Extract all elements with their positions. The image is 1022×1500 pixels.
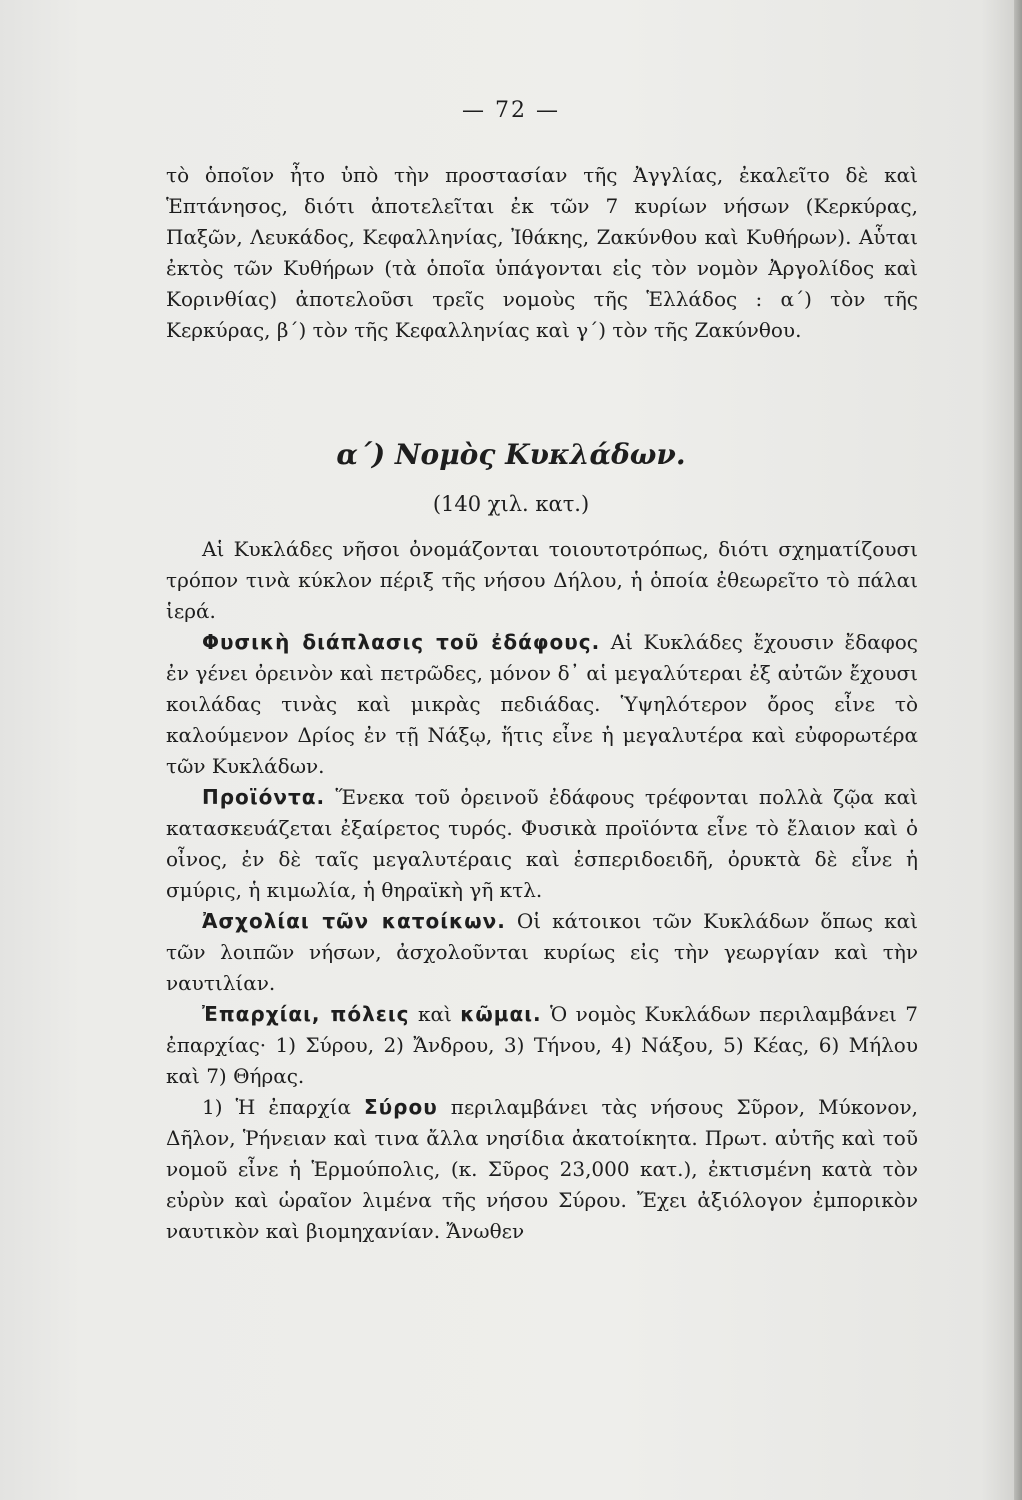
paragraph-heading: Ἐπαρχίαι, πόλεις <box>202 1002 410 1026</box>
paragraph-heading: Ἀσχολίαι τῶν κατοίκων. <box>202 909 506 933</box>
paragraph-heading: Προϊόντα. <box>202 785 326 809</box>
paragraph-text: Αἱ Κυκλάδες ἔχουσιν ἔδαφος ἐν γένει ὀρεινὸν καὶ πετρῶδες, μόνον δ᾽ αἱ μεγαλύτεραι ἐξ αὐτῶν ἔχουσι κοιλάδας τινὰς καὶ μικρὰς πεδιάδας. Ὑψηλότερον ὄρος εἶνε τὸ καλούμενον Δρίος ἐν τῇ Νάξῳ, ἥτις εἶνε ἡ μεγαλυτέρα καὶ εὐφορωτέρα τῶν Κυκλάδων. <box>166 630 918 778</box>
section-heading: α΄) Νομὸς Κυκλάδων. <box>336 438 686 471</box>
paragraph-heading-2: κῶμαι. <box>460 1002 542 1026</box>
paragraph-text: Ὁ νομὸς Κυκλάδων περιλαμβάνει 7 ἐπαρχίας· 1) Σύρου, 2) Ἄνδρου, 3) Τήνου, 4) Νάξου, 5) Κέας, 6) Μήλου καὶ 7) Θήρας. <box>166 1002 919 1088</box>
intro-paragraph-block <box>166 160 918 346</box>
paragraph-text: Ἕνεκα τοῦ ὀρεινοῦ ἐδάφους τρέφονται πολλὰ ζῷα καὶ κατασκευάζεται ἐξαίρετος τυρός. Φυσικὰ προϊόντα εἶνε τὸ ἔλαιον καὶ ὁ οἶνος, ἐν δὲ ταῖς μεγαλυτέραις καὶ ἑσπεριδοειδῆ, ὀρυκτὰ δὲ εἶνε ἡ σμύρις, ἡ κιμωλία, ἡ θηραϊκὴ γῆ κτλ. <box>166 785 918 902</box>
paragraph-connector: καὶ <box>409 1002 461 1026</box>
paragraph-prefix: 1) Ἡ ἐπαρχία <box>202 1095 365 1119</box>
paragraph-occupations <box>166 906 918 999</box>
paragraph-provinces <box>166 999 918 1092</box>
paragraph-syros <box>166 1092 918 1247</box>
paragraph-terrain <box>166 627 918 782</box>
paragraph-text: Οἱ κάτοικοι τῶν Κυκλάδων ὅπως καὶ τῶν λοιπῶν νήσων, ἀσχολοῦνται κυρίως εἰς τὴν γεωργίαν καὶ τὴν ναυτιλίαν. <box>166 909 918 995</box>
paragraph-text: περιλαμβάνει τὰς νήσους Σῦρον, Μύκονον, Δῆλον, Ῥήνειαν καὶ τινα ἄλλα νησίδια ἀκατοίκητα. Πρωτ. αὐτῆς καὶ τοῦ νομοῦ εἶνε ἡ Ἑρμούπολις, (κ. Σῦρος 23,000 κατ.), ἐκτισμένη κατὰ τὸν εὐρὺν καὶ ὡραῖον λιμένα τῆς νήσου Σύρου. Ἔχει ἀξιόλογον ἐμπορικὸν ναυτικὸν καὶ βιομηχανίαν. Ἄνωθεν <box>166 1095 918 1243</box>
page-edge-shadow <box>1014 0 1022 1500</box>
body-text <box>166 534 918 1247</box>
intro-paragraph: τὸ ὁποῖον ἦτο ὑπὸ τὴν προστασίαν τῆς Ἀγγλίας, ἐκαλεῖτο δὲ καὶ Ἑπτάνησος, διότι ἀποτελεῖται ἐκ τῶν 7 κυρίων νήσων (Κερκύρας, Παξῶν, Λευκάδος, Κεφαλληνίας, Ἰθάκης, Ζακύνθου καὶ Κυθήρων). Αὗται ἐκτὸς τῶν Κυθήρων (τὰ ὁποῖα ὑπάγονται εἰς τὸν νομὸν Ἀργολίδος καὶ Κορινθίας) ἀποτελοῦσι τρεῖς νομοὺς τῆς Ἑλλάδος : α΄) τὸν τῆς Κερκύρας, β΄) τὸν τῆς Κεφαλληνίας καὶ γ΄) τὸν τῆς Ζακύνθου. <box>166 163 918 342</box>
paragraph-cyclades-name: Αἱ Κυκλάδες νῆσοι ὀνομάζονται τοιουτοτρόπως, διότι σχηματίζουσι τρόπον τινὰ κύκλον πέριξ τῆς νήσου Δήλου, ἡ ὁποία ἐθεωρεῖτο τὸ πάλαι ἱερά. <box>166 537 918 623</box>
section-subheading: (140 χιλ. κατ.) <box>432 492 590 516</box>
paragraph-products <box>166 782 918 906</box>
paragraph-heading: Φυσικὴ διάπλασις τοῦ ἐδάφους. <box>202 630 601 654</box>
paragraph-heading: Σύρου <box>364 1095 438 1119</box>
page-number: — 72 — <box>462 98 560 123</box>
